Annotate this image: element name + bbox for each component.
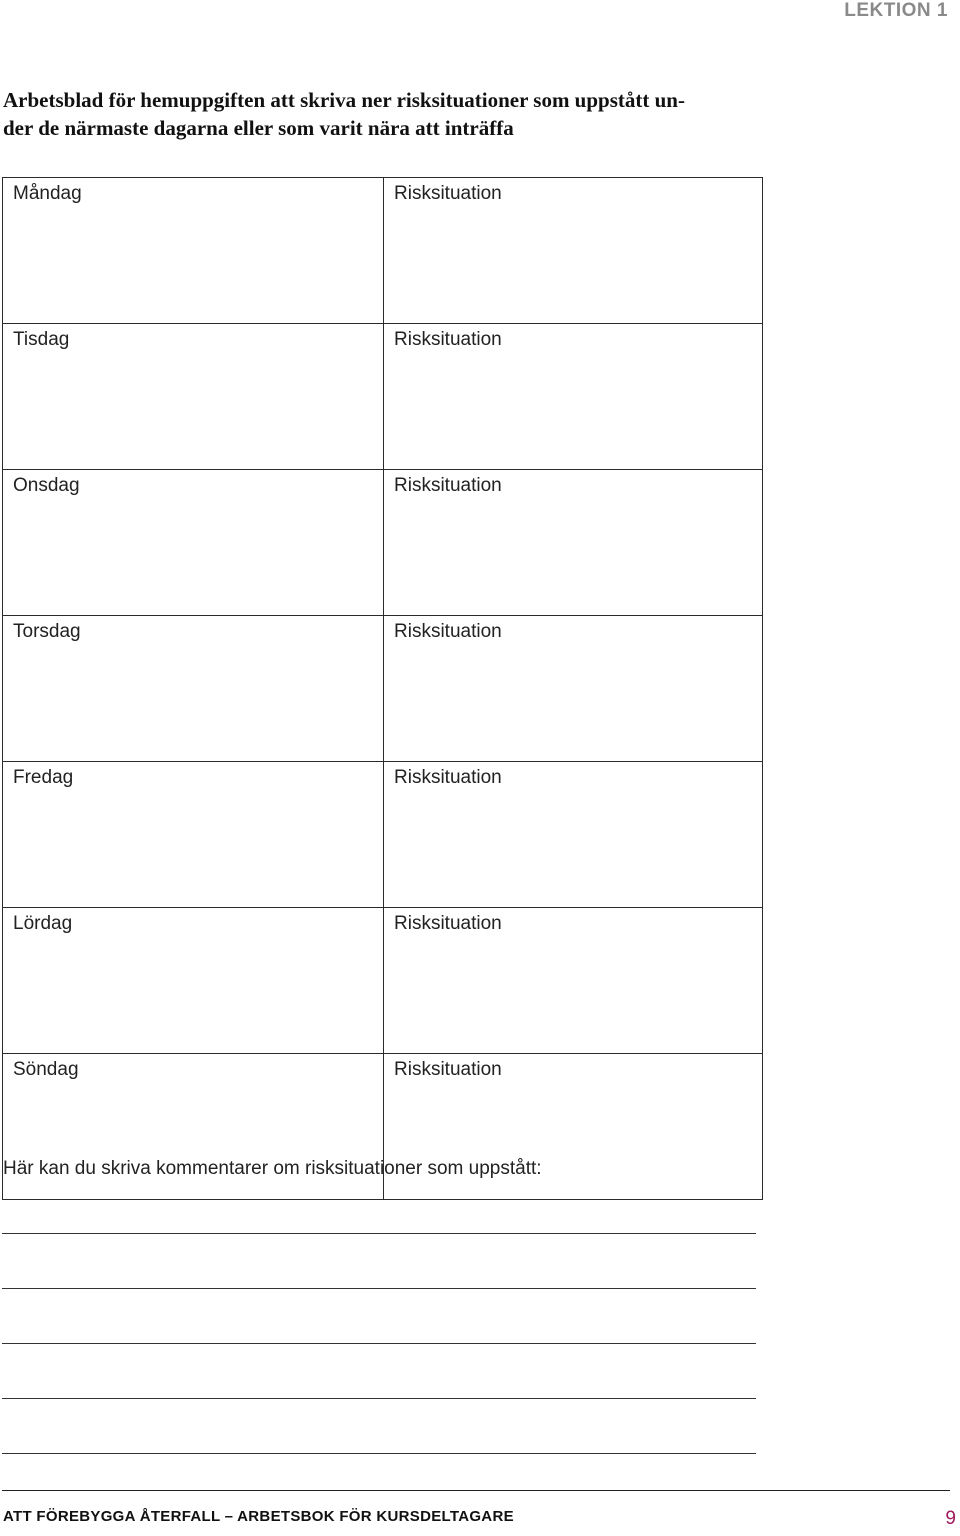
page-number: 9 <box>945 1508 956 1529</box>
risk-situation-cell-tuesday[interactable]: Risksituation <box>384 324 763 470</box>
table-row <box>3 616 763 762</box>
comments-label: Här kan du skriva kommentarer om risksituationer som uppstått: <box>3 1158 542 1179</box>
risk-situation-cell-saturday[interactable]: Risksituation <box>384 908 763 1054</box>
risk-situation-cell-sunday[interactable]: Risksituation <box>384 1054 763 1200</box>
comment-write-line[interactable] <box>2 1233 756 1234</box>
comment-write-line[interactable] <box>2 1453 756 1454</box>
risk-situation-cell-friday[interactable]: Risksituation <box>384 762 763 908</box>
table-row <box>3 470 763 616</box>
comment-write-line[interactable] <box>2 1398 756 1399</box>
risk-situation-cell-thursday[interactable]: Risksituation <box>384 616 763 762</box>
title-line-1: Arbetsblad för hemuppgiften att skriva ner risksituationer som uppstått un- <box>3 88 685 112</box>
day-cell-sunday[interactable]: Söndag <box>3 1054 384 1200</box>
table-row <box>3 178 763 324</box>
table-row <box>3 762 763 908</box>
day-cell-tuesday[interactable]: Tisdag <box>3 324 384 470</box>
weekly-risk-table <box>2 177 763 1200</box>
risk-situation-cell-wednesday[interactable]: Risksituation <box>384 470 763 616</box>
title-line-2: der de närmaste dagarna eller som varit nära att inträffa <box>3 116 514 140</box>
day-cell-wednesday[interactable]: Onsdag <box>3 470 384 616</box>
section-label: LEKTION 1 <box>844 0 948 21</box>
table-row <box>3 908 763 1054</box>
page-title <box>3 86 763 142</box>
day-cell-monday[interactable]: Måndag <box>3 178 384 324</box>
comment-write-line[interactable] <box>2 1343 756 1344</box>
day-cell-saturday[interactable]: Lördag <box>3 908 384 1054</box>
comment-write-line[interactable] <box>2 1288 756 1289</box>
footer-divider <box>2 1490 950 1491</box>
table-row <box>3 324 763 470</box>
day-cell-thursday[interactable]: Torsdag <box>3 616 384 762</box>
risk-situation-cell-monday[interactable]: Risksituation <box>384 178 763 324</box>
day-cell-friday[interactable]: Fredag <box>3 762 384 908</box>
footer-title: ATT FÖREBYGGA ÅTERFALL – ARBETSBOK FÖR KURSDELTAGARE <box>3 1508 514 1525</box>
